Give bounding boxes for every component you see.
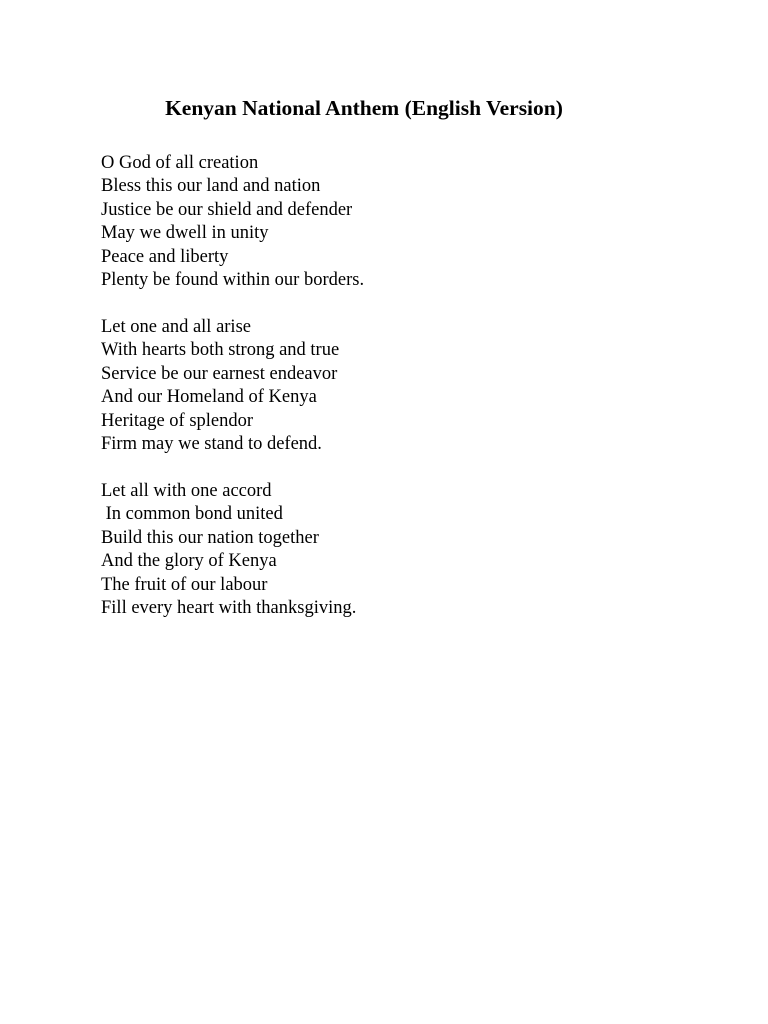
stanza-line: May we dwell in unity [101,223,269,244]
stanza-line: Peace and liberty [101,246,229,267]
stanza-line: In common bond united [101,504,283,525]
stanza-line: And the glory of Kenya [101,551,277,572]
stanza-line: Let all with one accord [101,480,272,501]
stanza-line: Fill every heart with thanksgiving. [101,597,357,618]
stanza-line: O God of all creation [101,153,259,173]
page-title-text: Kenyan National Anthem (English Version) [165,96,563,120]
anthem-body [101,152,721,644]
stanza-3 [101,480,721,620]
stanza-line: Plenty be found within our borders. [101,270,365,291]
stanza-line: Justice be our shield and defender [101,199,353,220]
stanza-1 [101,152,721,292]
stanza-line: Heritage of splendor [101,410,254,431]
stanza-2 [101,316,721,456]
stanza-line: Bless this our land and nation [101,176,321,197]
stanza-line: Let one and all arise [101,316,251,337]
stanza-line: Build this our nation together [101,527,319,548]
stanza-line: The fruit of our labour [101,574,268,595]
stanza-line: And our Homeland of Kenya [101,387,317,408]
stanza-line: With hearts both strong and true [101,340,340,361]
stanza-line: Service be our earnest endeavor [101,363,338,384]
page-title [0,93,728,123]
stanza-line: Firm may we stand to defend. [101,433,322,454]
